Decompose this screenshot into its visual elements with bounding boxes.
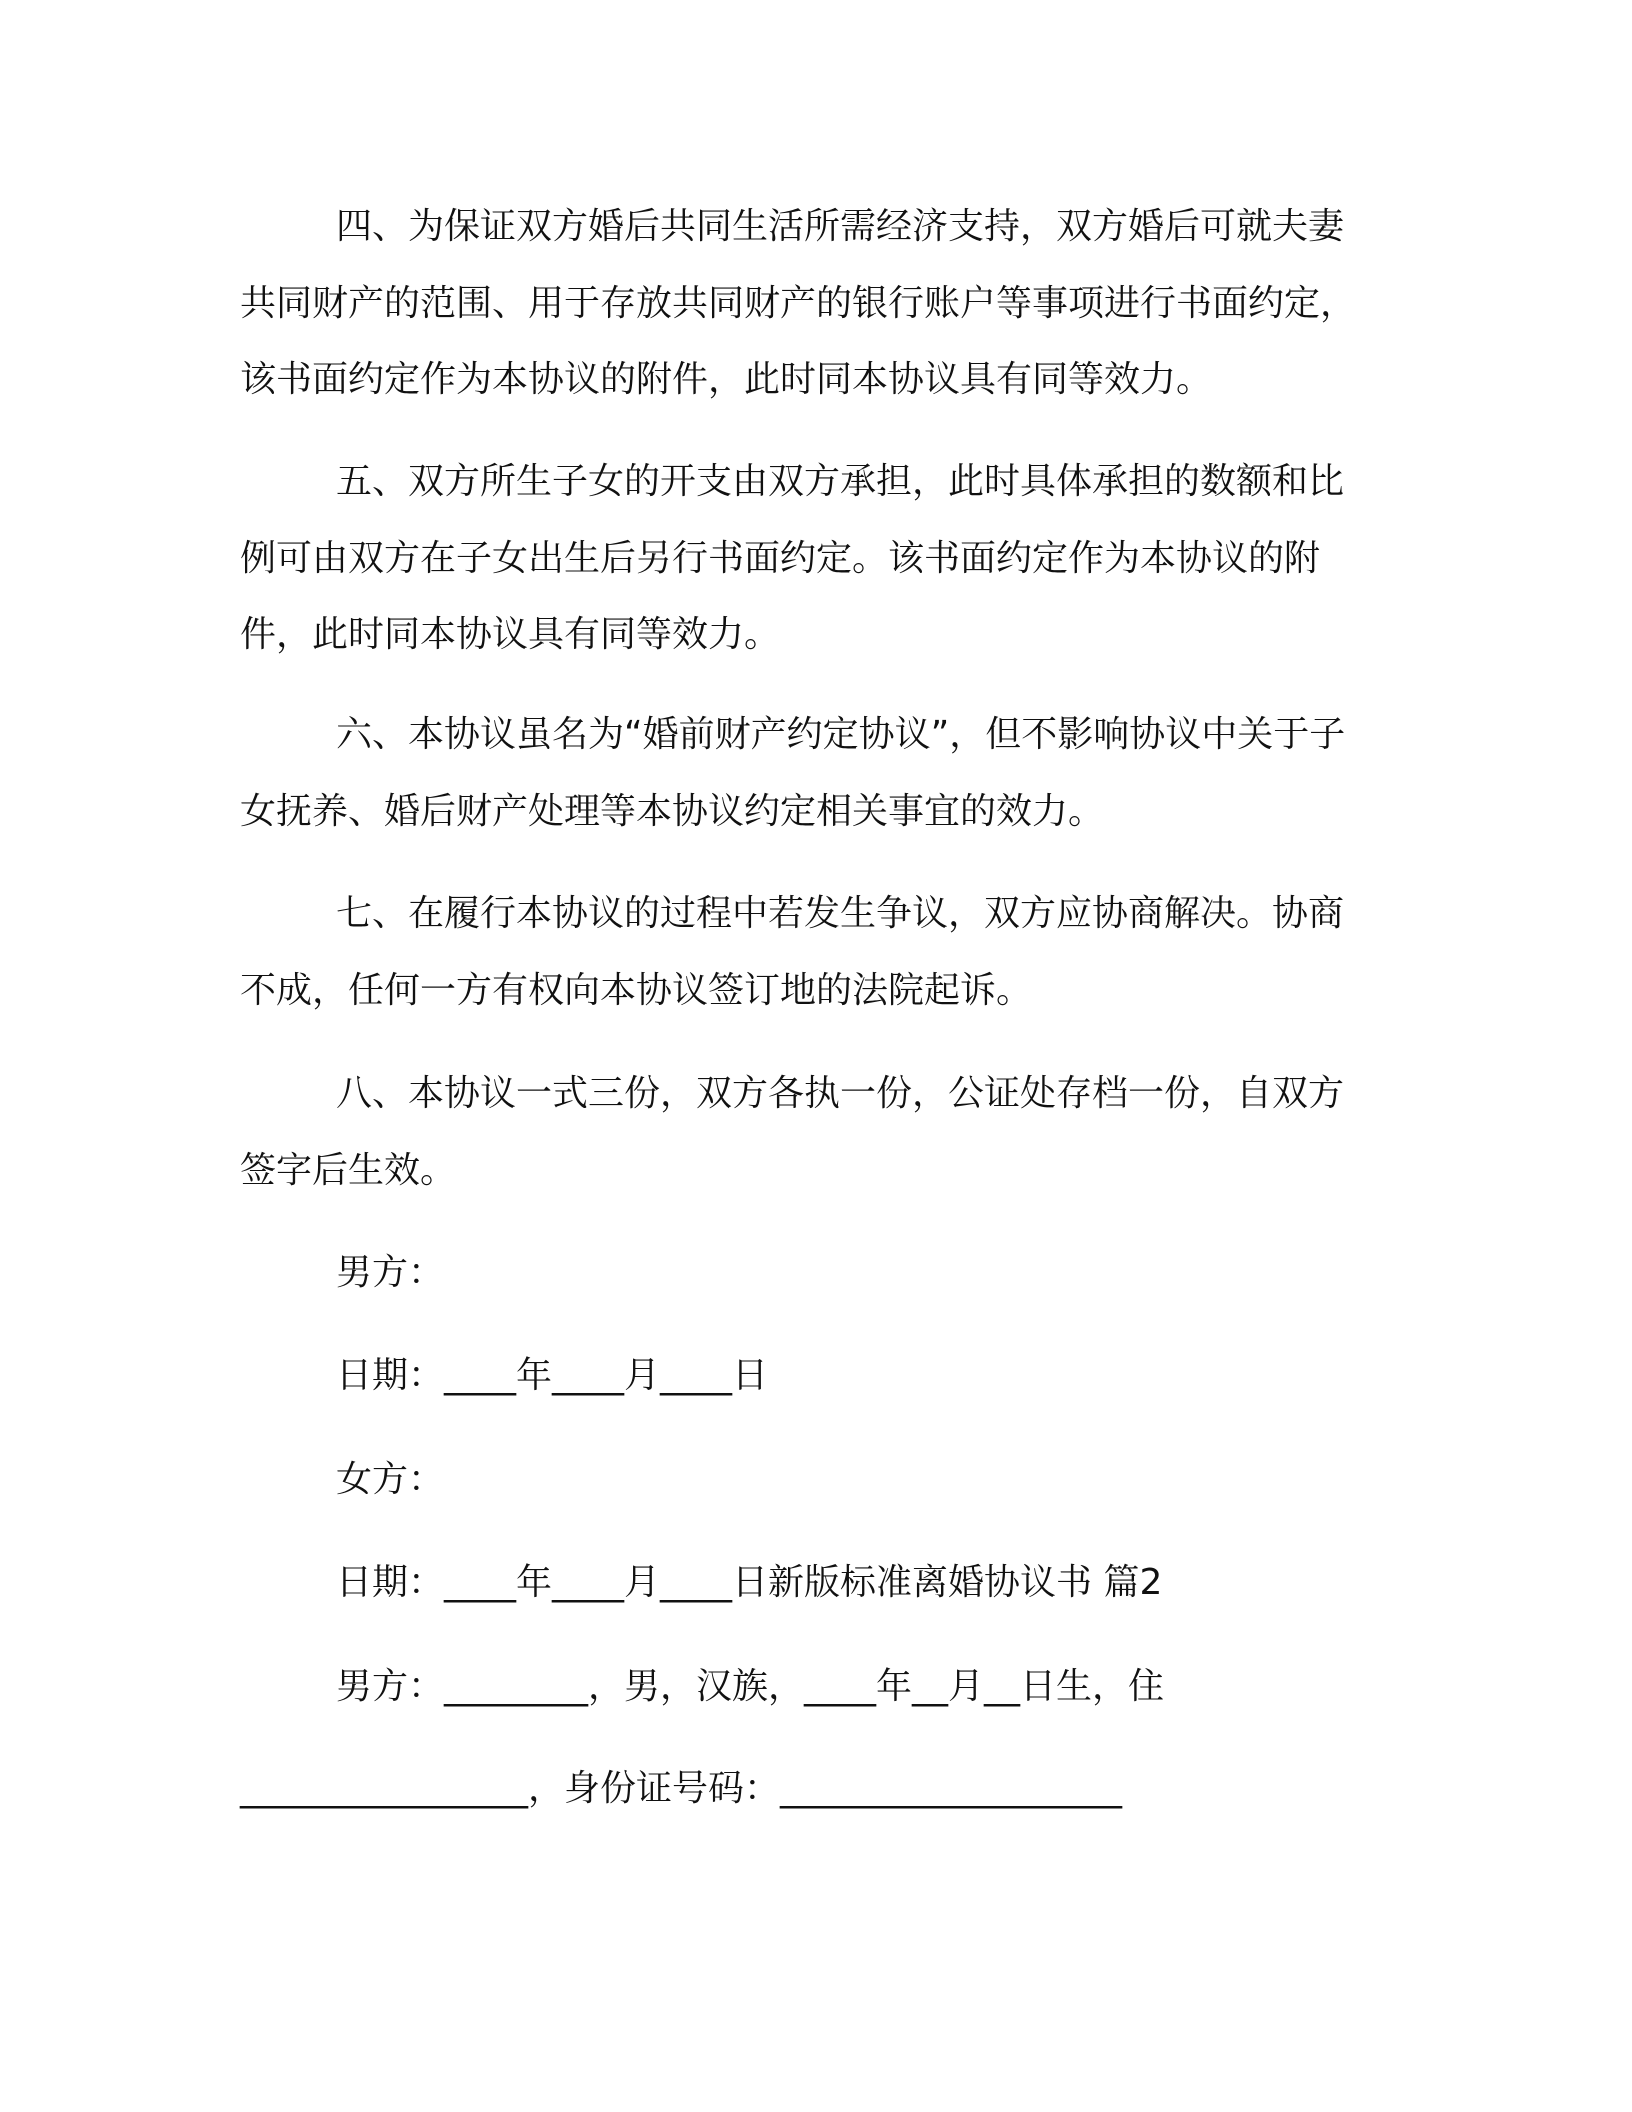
female-sign-date-and-next-title: 日期：____年____月____日新版标准离婚协议书 篇2 <box>336 1562 1163 1603</box>
male-sign-date: 日期：____年____月____日 <box>336 1355 769 1396</box>
clause-7-paragraph: 七、在履行本协议的过程中若发生争议，双方应协商解决。协商不成，任何一方有权向本协议签订地的法院起诉。 <box>240 893 1345 1011</box>
clause-8-paragraph: 八、本协议一式三份，双方各执一份，公证处存档一份，自双方签字后生效。 <box>240 1073 1345 1191</box>
female-party-label: 女方： <box>336 1459 445 1500</box>
next-male-id-line: ________________，身份证号码：___________________ <box>240 1768 1123 1809</box>
clause-4-paragraph: 四、为保证双方婚后共同生活所需经济支持，双方婚后可就夫妻共同财产的范围、用于存放共同财产的银行账户等事项进行书面约定，该书面约定作为本协议的附件，此时同本协议具有同等效力。 <box>240 206 1357 400</box>
next-male-party-line: 男方：________，男，汉族，____年__月__日生，住 <box>336 1666 1165 1707</box>
male-party-label: 男方： <box>336 1252 445 1293</box>
clause-5-paragraph: 五、双方所生子女的开支由双方承担，此时具体承担的数额和比例可由双方在子女出生后另行书面约定。该书面约定作为本协议的附件，此时同本协议具有同等效力。 <box>240 461 1345 655</box>
clause-6-paragraph: 六、本协议虽名为“婚前财产约定协议”，但不影响协议中关于子女抚养、婚后财产处理等本协议约定相关事宜的效力。 <box>240 714 1346 832</box>
